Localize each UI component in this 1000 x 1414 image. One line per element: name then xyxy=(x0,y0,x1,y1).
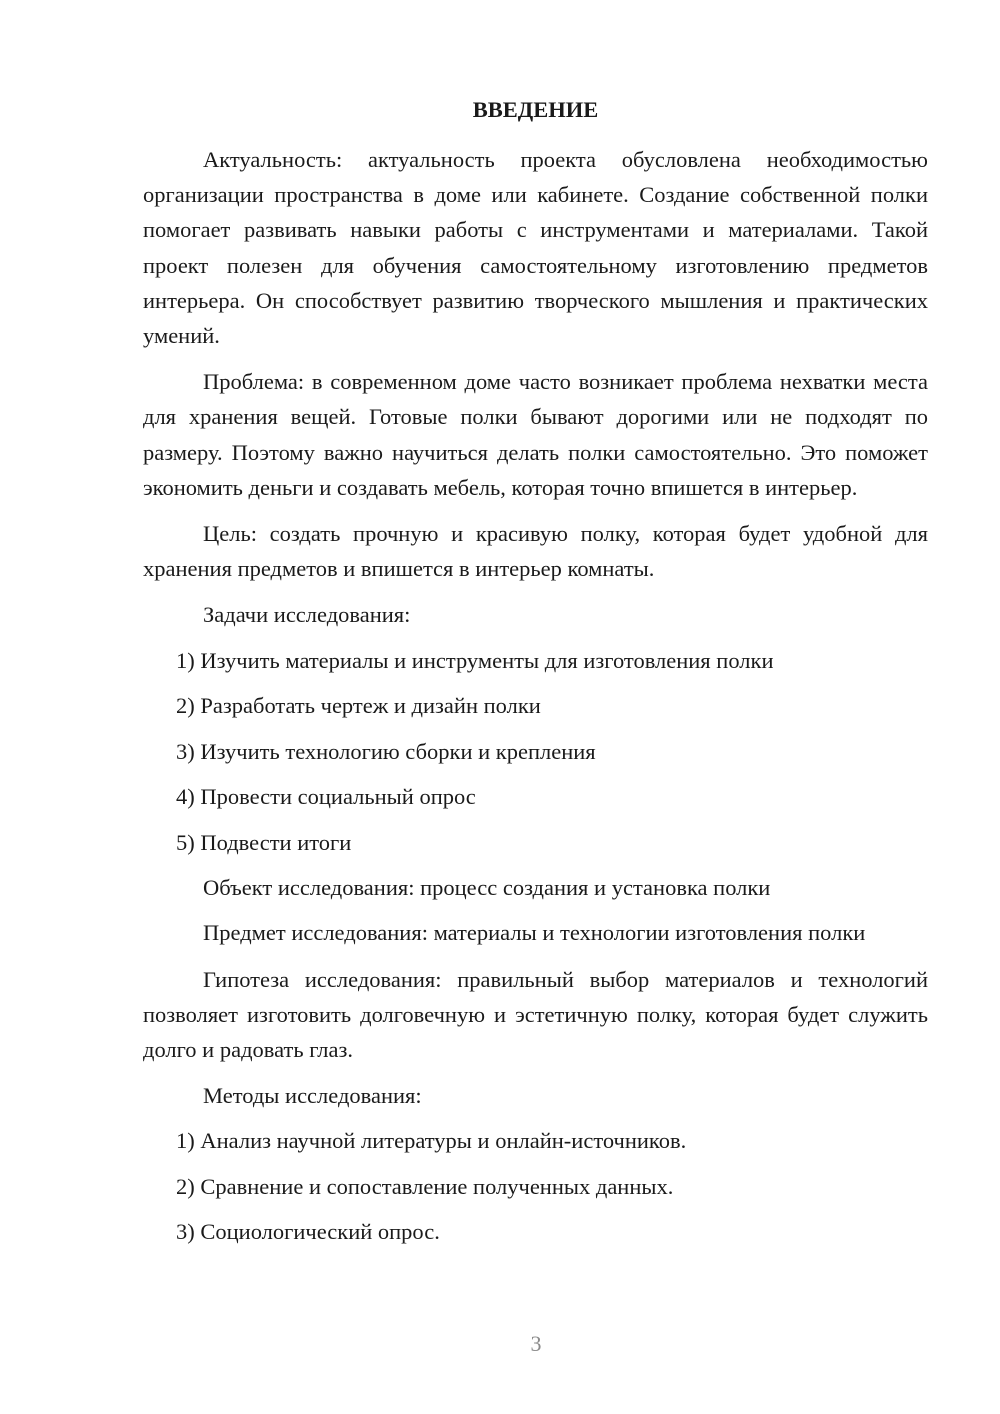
paragraph-problem: Проблема: в современном доме часто возникает проблема нехватки места для хранения вещей. Готовые полки бывают дорогими или не подходят по размеру. Поэтому важно научиться делать полки самостоятельно. Это поможет экономить деньги и создавать мебель, которая точно впишется в интерьер. xyxy=(143,369,928,500)
research-subject: Предмет исследования: материалы и технологии изготовления полки xyxy=(203,920,866,946)
paragraph-relevance: Актуальность: актуальность проекта обусловлена необходимостью организации пространства в доме или кабинете. Создание собственной полки помогает развивать навыки работы с инструментами и материалами. Такой проект полезен для обучения самостоятельному изготовлению предметов интерьера. Он способствует развитию творческого мышления и практических умений. xyxy=(143,147,928,349)
task-item: 5) Подвести итоги xyxy=(176,829,352,855)
task-item: 4) Провести социальный опрос xyxy=(176,784,476,810)
method-item: 3) Социологический опрос. xyxy=(176,1219,440,1245)
tasks-heading: Задачи исследования: xyxy=(203,602,411,628)
task-item: 1) Изучить материалы и инструменты для изготовления полки xyxy=(176,647,774,673)
research-object: Объект исследования: процесс создания и установка полки xyxy=(203,875,771,901)
document-page xyxy=(143,92,928,1260)
task-item: 2) Разработать чертеж и дизайн полки xyxy=(176,693,541,719)
paragraph-goal: Цель: создать прочную и красивую полку, которая будет удобной для хранения предметов и впишется в интерьер комнаты. xyxy=(143,521,928,582)
page-number: 3 xyxy=(530,1331,542,1356)
method-item: 1) Анализ научной литературы и онлайн-источников. xyxy=(176,1128,687,1154)
page-title: ВВЕДЕНИЕ xyxy=(472,97,599,122)
methods-heading: Методы исследования: xyxy=(203,1083,422,1109)
method-item: 2) Сравнение и сопоставление полученных данных. xyxy=(176,1173,674,1199)
research-hypothesis: Гипотеза исследования: правильный выбор материалов и технологий позволяет изготовить долговечную и эстетичную полку, которая будет служить долго и радовать глаз. xyxy=(143,966,928,1062)
task-item: 3) Изучить технологию сборки и крепления xyxy=(176,738,596,764)
